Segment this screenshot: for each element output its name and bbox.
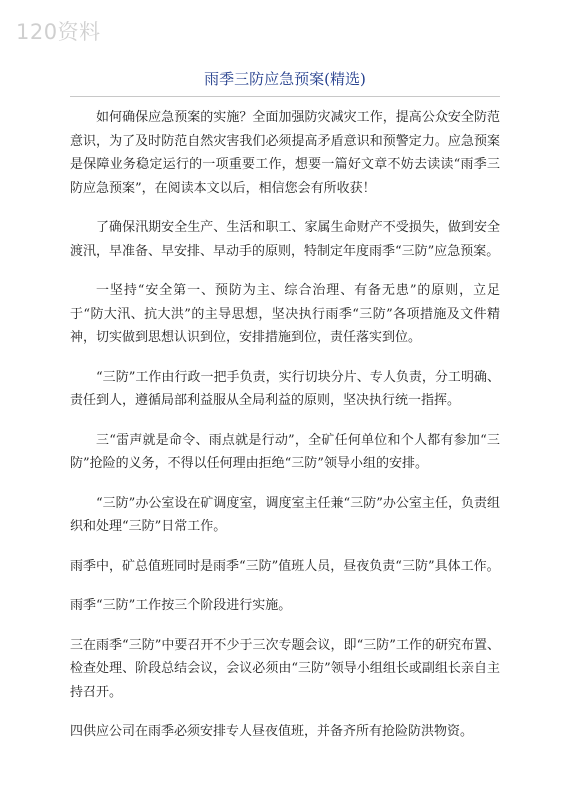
- document-body: [70, 106, 500, 760]
- paragraph-intro: 如何确保应急预案的实施？全面加强防灾减灾工作，提高公众安全防范意识，为了及时防范自然灾害我们必须提高矛盾意识和预警定力。应急预案是保障业务稳定运行的一项重要工作，想要一篇好文章不妨去读读“雨季三防应急预案”，在阅读本文以后，相信您会有所收获！: [70, 110, 500, 196]
- watermark-logo: 120资料: [16, 20, 101, 44]
- title-area: [70, 68, 500, 97]
- paragraph-responsibility: “三防”工作由行政一把手负责，实行切块分片、专人负责，分工明确、责任到人，遵循局部利益服从全局利益的原则，坚决执行统一指挥。: [70, 369, 500, 408]
- paragraph-principle: 一坚持“安全第一、预防为主、综合治理、有备无患”的原则，立足于“防大汛、抗大洪”的主导思想，坚决执行雨季“三防”各项措施及文件精神，切实做到思想认识到位，安排措施到位，责任落实到位。: [70, 283, 500, 345]
- paragraph-office: “三防”办公室设在矿调度室，调度室主任兼“三防”办公室主任，负责组织和处理“三防”日常工作。: [70, 495, 500, 534]
- paragraph-stages: 雨季“三防”工作按三个阶段进行实施。: [70, 598, 292, 613]
- paragraph-supply: 四供应公司在雨季必须安排专人昼夜值班，并备齐所有抢险防洪物资。: [70, 724, 474, 739]
- paragraph-duty: 雨季中，矿总值班同时是雨季“三防”值班人员，昼夜负责“三防”具体工作。: [70, 558, 500, 574]
- document-title: 雨季三防应急预案(精选): [70, 68, 500, 97]
- paragraph-command: 三“雷声就是命令、雨点就是行动”，全矿任何单位和个人都有参加“三防”抢险的义务，不得以任何理由拒绝“三防”领导小组的安排。: [70, 432, 500, 471]
- paragraph-meetings: 三在雨季“三防”中要召开不少于三次专题会议，即“三防”工作的研究布置、检查处理、阶段总结会议，会议必须由“三防”领导小组组长或副组长亲自主持召开。: [70, 637, 500, 700]
- paragraph-purpose: 了确保汛期安全生产、生活和职工、家属生命财产不受损失，做到安全渡汛，早准备、早安排、早动手的原则，特制定年度雨季“三防”应急预案。: [70, 220, 500, 259]
